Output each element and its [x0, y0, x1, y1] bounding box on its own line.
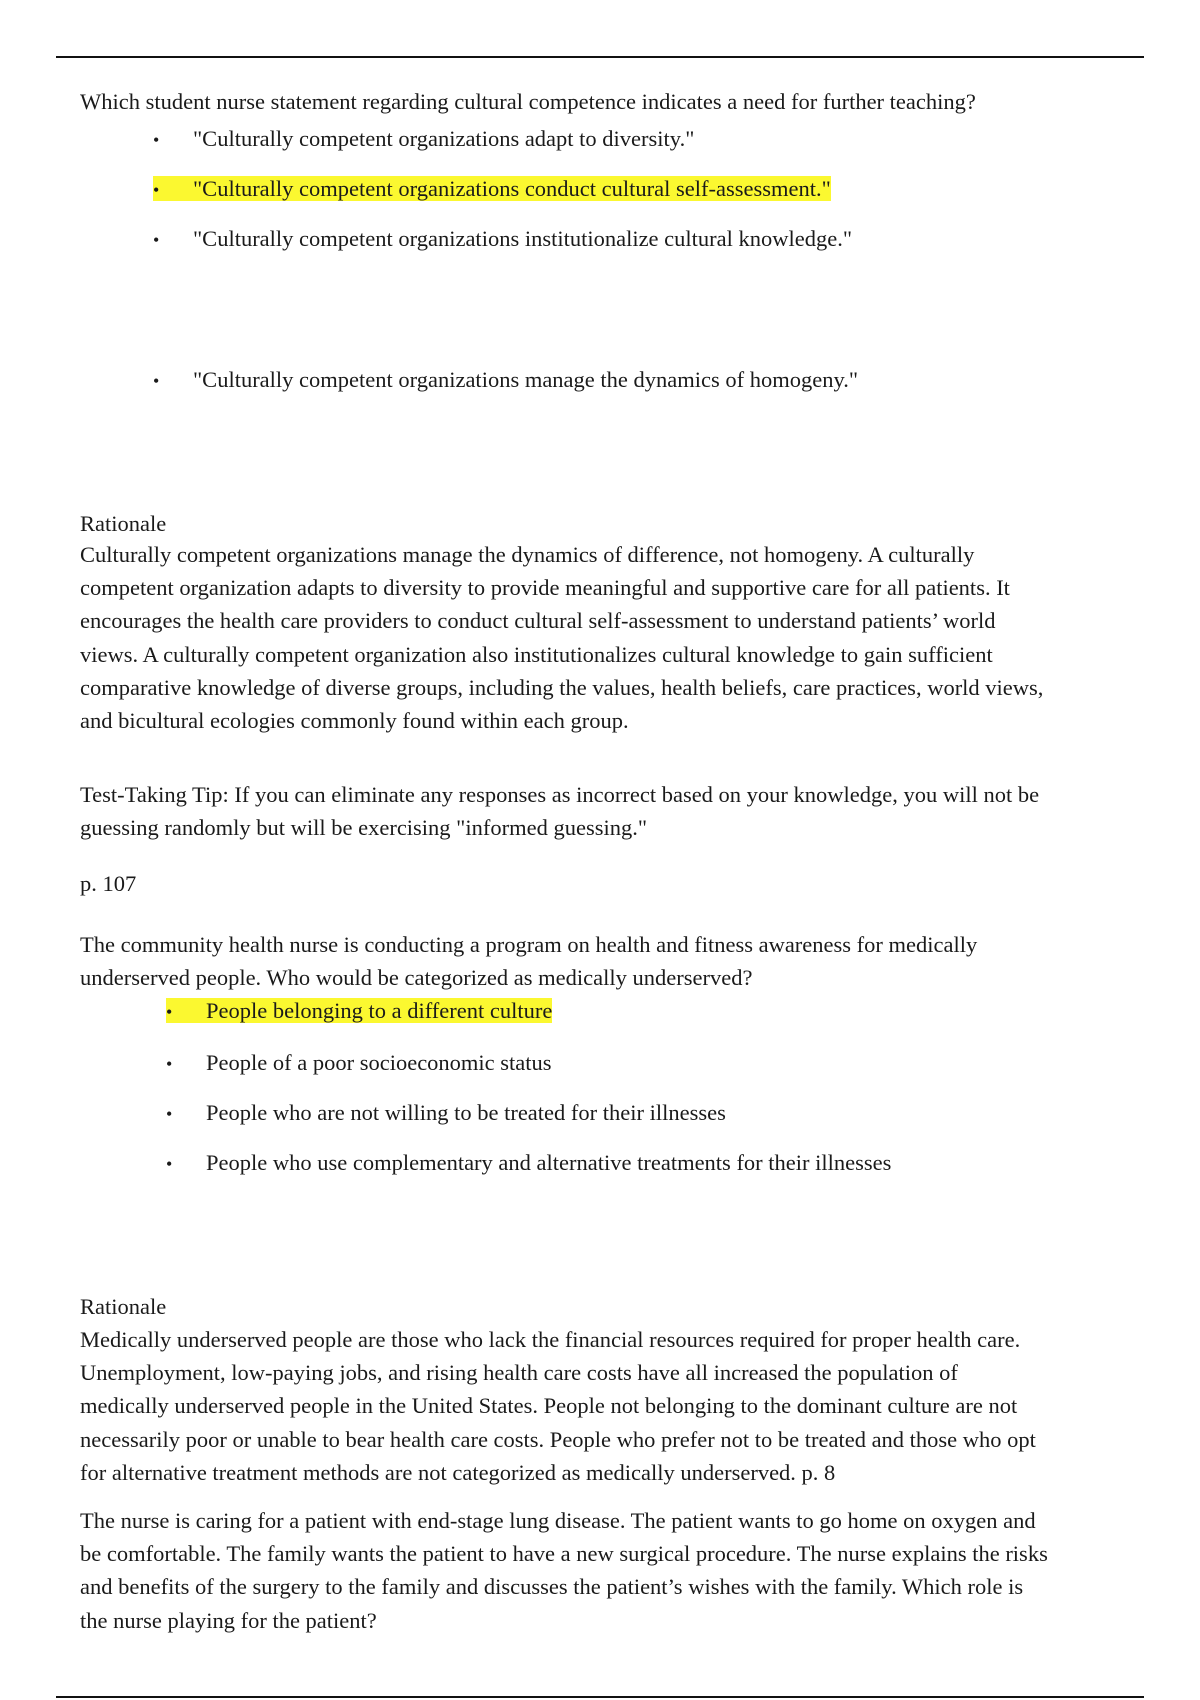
- question-2-option-a: [166, 997, 552, 1026]
- question-2-rationale-heading: Rationale: [80, 1294, 167, 1319]
- prompt-line: The community health nurse is conducting a program on health and fitness awareness for medically: [80, 932, 978, 957]
- bullet-icon: •: [153, 130, 160, 150]
- question-1-rationale-heading: Rationale: [80, 511, 167, 536]
- prompt-line: The nurse is caring for a patient with end-stage lung disease. The patient wants to go home on oxygen and: [80, 1508, 1036, 1533]
- bottom-rule: [56, 1696, 1144, 1698]
- prompt-line: be comfortable. The family wants the patient to have a new surgical procedure. The nurse explains the risks: [80, 1541, 1048, 1567]
- option-text: People belonging to a different culture: [206, 998, 553, 1023]
- rationale-line: comparative knowledge of diverse groups, including the values, health beliefs, care practices, world views,: [80, 674, 1044, 700]
- question-1-prompt: Which student nurse statement regarding cultural competence indicates a need for further teaching?: [80, 89, 976, 114]
- option-text: People who use complementary and alternative treatments for their illnesses: [206, 1150, 892, 1175]
- question-1-option-c: [153, 225, 852, 254]
- rationale-line: Culturally competent organizations manage the dynamics of difference, not homogeny. A culturally: [80, 542, 975, 567]
- rationale-line: Medically underserved people are those who lack the financial resources required for proper health care.: [80, 1327, 1021, 1352]
- question-2-rationale: [80, 1323, 1125, 1489]
- prompt-line: the nurse playing for the patient?: [80, 1607, 377, 1633]
- prompt-line: underserved people. Who would be categorized as medically underserved?: [80, 965, 753, 991]
- bullet-icon: •: [153, 230, 160, 250]
- bullet-icon: •: [166, 1054, 173, 1074]
- bullet-icon: •: [166, 1002, 173, 1022]
- question-2-option-b: [166, 1049, 552, 1078]
- rationale-line: encourages the health care providers to conduct cultural self-assessment to understand patients’ world: [80, 608, 996, 634]
- rationale-line: and bicultural ecologies commonly found within each group.: [80, 708, 629, 734]
- option-text: "Culturally competent organizations institutionalize cultural knowledge.": [193, 226, 853, 251]
- tip-line: guessing randomly but will be exercising "informed guessing.": [80, 815, 648, 841]
- question-2-prompt: [80, 928, 1125, 994]
- question-1-rationale: [80, 538, 1125, 737]
- bullet-icon: •: [153, 371, 160, 391]
- tip-line: Test-Taking Tip: If you can eliminate any responses as incorrect based on your knowledge, you will not be: [80, 782, 1040, 807]
- rationale-line: for alternative treatment methods are not categorized as medically underserved. p. 8: [80, 1459, 836, 1485]
- prompt-line: and benefits of the surgery to the family and discusses the patient’s wishes with the family. Which role is: [80, 1574, 1024, 1600]
- top-rule: [56, 56, 1144, 58]
- bullet-icon: •: [153, 180, 160, 200]
- option-text: People who are not willing to be treated for their illnesses: [206, 1100, 726, 1125]
- option-text: "Culturally competent organizations manage the dynamics of homogeny.": [193, 367, 859, 392]
- option-text: People of a poor socioeconomic status: [206, 1050, 552, 1075]
- question-2-option-c: [166, 1099, 726, 1128]
- rationale-line: competent organization adapts to diversity to provide meaningful and supportive care for all patients. It: [80, 575, 1010, 601]
- bullet-icon: •: [166, 1104, 173, 1124]
- rationale-line: necessarily poor or unable to bear health care costs. People who prefer not to be treated and those who opt: [80, 1426, 1036, 1452]
- question-3-prompt: [80, 1504, 1125, 1637]
- bullet-icon: •: [166, 1154, 173, 1174]
- question-1-option-a: [153, 125, 694, 154]
- question-1-option-b: [153, 175, 831, 204]
- rationale-line: medically underserved people in the United States. People not belonging to the dominant culture are not: [80, 1393, 1018, 1419]
- question-1-option-d: [153, 366, 858, 395]
- option-text: "Culturally competent organizations conduct cultural self-assessment.": [193, 176, 831, 201]
- rationale-line: Unemployment, low-paying jobs, and rising health care costs have all increased the population of: [80, 1360, 958, 1386]
- question-2-option-d: [166, 1149, 891, 1178]
- page-reference: p. 107: [80, 871, 137, 896]
- test-taking-tip: [80, 778, 1125, 844]
- rationale-line: views. A culturally competent organization also institutionalizes cultural knowledge to gain sufficient: [80, 641, 993, 667]
- option-text: "Culturally competent organizations adapt to diversity.": [193, 126, 695, 151]
